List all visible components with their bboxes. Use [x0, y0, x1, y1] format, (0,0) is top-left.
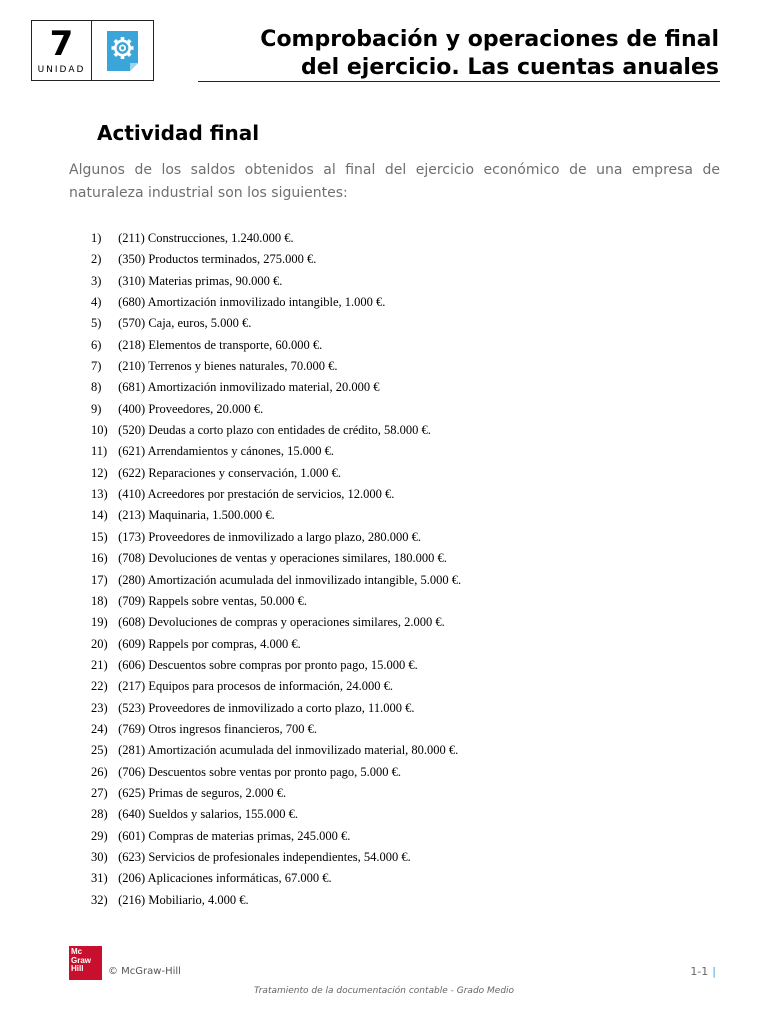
- item-text: (622) Reparaciones y conservación, 1.000 €.: [118, 465, 341, 480]
- list-item: [91, 548, 461, 569]
- item-number: 2): [91, 252, 102, 267]
- item-text: (211) Construcciones, 1.240.000 €.: [118, 231, 294, 245]
- unit-icon-box: [92, 20, 154, 81]
- item-number: 14): [91, 508, 108, 523]
- section-title: Actividad final: [97, 121, 260, 145]
- item-text: (216) Mobiliario, 4.000 €.: [118, 892, 249, 907]
- item-text: (218) Elementos de transporte, 60.000 €.: [118, 337, 323, 352]
- list-item: [91, 634, 461, 655]
- item-text: (173) Proveedores de inmovilizado a largo plazo, 280.000 €.: [118, 529, 421, 544]
- item-number: 29): [91, 828, 108, 843]
- item-text: (609) Rappels por compras, 4.000 €.: [118, 636, 301, 651]
- item-text: (706) Descuentos sobre ventas por pronto pago, 5.000 €.: [118, 764, 402, 779]
- logo-line-3: Hill: [71, 964, 84, 973]
- list-item: [91, 783, 461, 804]
- list-item: [91, 441, 461, 462]
- page-number: [690, 965, 716, 978]
- list-item: [91, 249, 461, 270]
- item-number: 5): [91, 316, 102, 331]
- item-text: (606) Descuentos sobre compras por pronto pago, 15.000 €.: [118, 657, 418, 672]
- list-item: [91, 719, 461, 740]
- list-item: [91, 463, 461, 484]
- item-number: 8): [91, 380, 102, 395]
- item-text: (523) Proveedores de inmovilizado a corto plazo, 11.000 €.: [118, 700, 415, 715]
- account-balance-list: [91, 228, 461, 911]
- item-text: (206) Aplicaciones informáticas, 67.000 €.: [118, 871, 332, 886]
- item-number: 12): [91, 465, 108, 480]
- item-text: (400) Proveedores, 20.000 €.: [118, 401, 264, 416]
- item-number: 3): [91, 273, 102, 288]
- item-number: 4): [91, 295, 102, 310]
- item-number: 6): [91, 337, 102, 352]
- item-number: 28): [91, 807, 108, 822]
- logo-line-1: Mc: [71, 947, 83, 956]
- item-number: 32): [91, 892, 108, 907]
- item-number: 11): [91, 444, 108, 459]
- item-number: 20): [91, 636, 108, 651]
- list-item: [91, 484, 461, 505]
- list-item: [91, 655, 461, 676]
- list-item: [91, 420, 461, 441]
- item-text: (681) Amortización inmovilizado material, 20.000 €: [118, 380, 380, 395]
- list-item: [91, 591, 461, 612]
- item-text: (213) Maquinaria, 1.500.000 €.: [118, 508, 275, 523]
- list-item: [91, 890, 461, 911]
- item-text: (769) Otros ingresos financieros, 700 €.: [118, 721, 318, 736]
- list-item: [91, 612, 461, 633]
- header-divider: [198, 81, 720, 82]
- item-number: 18): [91, 593, 108, 608]
- item-number: 21): [91, 657, 108, 672]
- list-item: [91, 740, 461, 761]
- unit-label: UNIDAD: [37, 65, 86, 75]
- item-number: 1): [91, 231, 102, 245]
- item-number: 31): [91, 871, 108, 886]
- logo-line-2: Graw: [71, 955, 92, 965]
- item-number: 9): [91, 401, 102, 416]
- chapter-title: [219, 26, 719, 82]
- copyright-text: © McGraw-Hill: [108, 966, 181, 977]
- item-number: 19): [91, 615, 108, 630]
- page-number-text: 1-1: [690, 965, 709, 978]
- list-item: [91, 570, 461, 591]
- list-item: [91, 868, 461, 889]
- item-number: 10): [91, 423, 108, 438]
- item-number: 16): [91, 551, 108, 566]
- item-text: (608) Devoluciones de compras y operaciones similares, 2.000 €.: [118, 615, 445, 630]
- list-item: [91, 847, 461, 868]
- item-number: 26): [91, 764, 108, 779]
- list-item: [91, 335, 461, 356]
- item-number: 17): [91, 572, 108, 587]
- intro-paragraph: Algunos de los saldos obtenidos al final del ejercicio económico de una empresa de naturaleza industrial son los siguientes:: [69, 162, 720, 201]
- item-text: (625) Primas de seguros, 2.000 €.: [118, 785, 287, 800]
- list-item: [91, 505, 461, 526]
- item-text: (281) Amortización acumulada del inmovilizado material, 80.000 €.: [118, 743, 459, 758]
- list-item: [91, 228, 461, 249]
- item-text: (709) Rappels sobre ventas, 50.000 €.: [118, 593, 307, 608]
- list-item: [91, 698, 461, 719]
- mcgraw-hill-logo: [69, 946, 102, 980]
- unit-number: 7: [49, 24, 74, 64]
- item-text: (621) Arrendamientos y cánones, 15.000 €.: [118, 444, 335, 459]
- list-item: [91, 527, 461, 548]
- item-number: 27): [91, 785, 108, 800]
- item-text: (217) Equipos para procesos de información, 24.000 €.: [118, 679, 394, 694]
- list-item: [91, 377, 461, 398]
- list-item: [91, 762, 461, 783]
- item-text: (623) Servicios de profesionales independientes, 54.000 €.: [118, 849, 411, 864]
- item-number: 22): [91, 679, 108, 694]
- item-number: 30): [91, 849, 108, 864]
- footer-caption: Tratamiento de la documentación contable - Grado Medio: [253, 986, 515, 996]
- item-text: (210) Terrenos y bienes naturales, 70.000 €.: [118, 359, 338, 374]
- item-number: 24): [91, 721, 108, 736]
- list-item: [91, 676, 461, 697]
- item-number: 23): [91, 700, 108, 715]
- list-item: [91, 292, 461, 313]
- item-text: (310) Materias primas, 90.000 €.: [118, 273, 283, 288]
- item-text: (520) Deudas a corto plazo con entidades de crédito, 58.000 €.: [118, 423, 431, 438]
- chapter-title-line-1: Comprobación y operaciones de final: [260, 27, 719, 52]
- item-text: (680) Amortización inmovilizado intangible, 1.000 €.: [118, 295, 386, 310]
- item-number: 15): [91, 529, 108, 544]
- item-text: (570) Caja, euros, 5.000 €.: [118, 316, 252, 331]
- chapter-title-line-2: del ejercicio. Las cuentas anuales: [301, 55, 719, 80]
- item-text: (640) Sueldos y salarios, 155.000 €.: [118, 807, 298, 822]
- list-item: [91, 271, 461, 292]
- item-text: (410) Acreedores por prestación de servicios, 12.000 €.: [118, 487, 395, 502]
- item-text: (350) Productos terminados, 275.000 €.: [118, 252, 317, 267]
- list-item: [91, 826, 461, 847]
- page-bar: |: [712, 965, 716, 978]
- list-item: [91, 356, 461, 377]
- item-number: 13): [91, 487, 108, 502]
- item-text: (708) Devoluciones de ventas y operaciones similares, 180.000 €.: [118, 551, 447, 566]
- unit-badge: [31, 20, 92, 81]
- item-text: (601) Compras de materias primas, 245.000 €.: [118, 828, 351, 843]
- gear-document-icon: [107, 31, 138, 71]
- item-number: 7): [91, 359, 102, 374]
- list-item: [91, 804, 461, 825]
- item-number: 25): [91, 743, 108, 758]
- list-item: [91, 399, 461, 420]
- item-text: (280) Amortización acumulada del inmovilizado intangible, 5.000 €.: [118, 572, 462, 587]
- list-item: [91, 313, 461, 334]
